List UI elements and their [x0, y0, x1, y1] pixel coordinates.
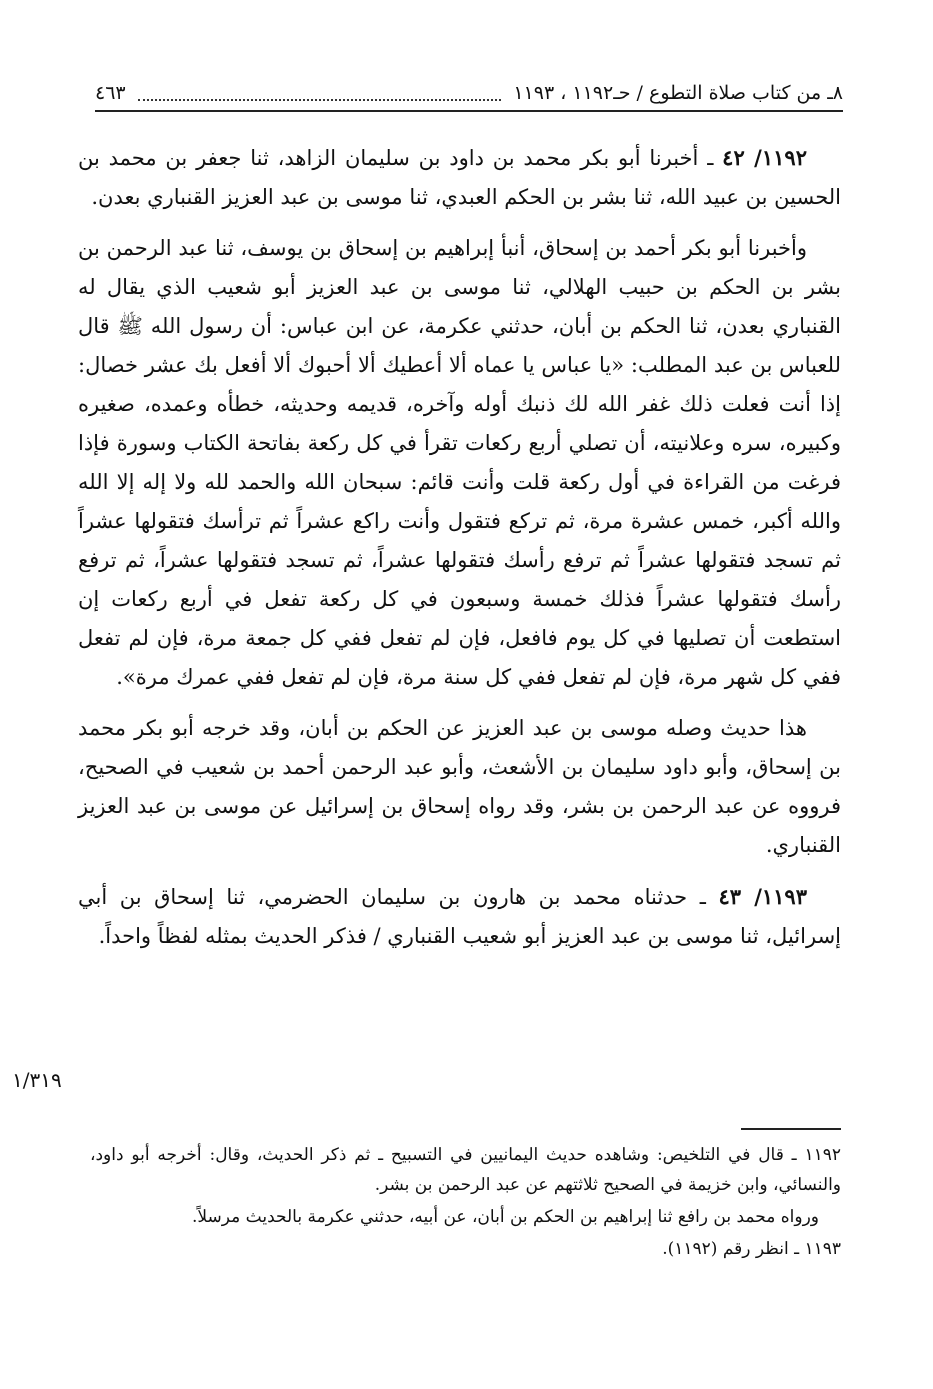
main-text	[78, 138, 841, 968]
hadith-text: ـ حدثناه محمد بن هارون بن سليمان الحضرمي، ثنا إسحاق بن أبي إسرائيل، ثنا موسى بن عبد العزيز أبو شعيب القنباري / فذكر الحديث بمثله لفظاً واحداً.	[78, 885, 841, 948]
page-number: ٤٦٣	[95, 82, 126, 104]
header-rule	[95, 110, 843, 112]
hadith-text: ـ أخبرنا أبو بكر محمد بن داود بن سليمان الزاهد، ثنا جعفر بن محمد بن الحسين بن عبيد الله، ثنا بشر بن الحكم العبدي، ثنا موسى بن عبد العزيز القنباري بعدن.	[78, 146, 841, 209]
hadith-1192-second-chain: وأخبرنا أبو بكر أحمد بن إسحاق، أنبأ إبراهيم بن إسحاق بن يوسف، ثنا عبد الرحمن بن بشر بن الحكم بن حبيب الهلالي، ثنا موسى بن عبد العزيز أبو شعيب الذي يقال له القنباري بعدن، ثنا الحكم بن أبان، حدثني عكرمة، عن ابن عباس: أن رسول الله ﷺ قال للعباس بن عبد المطلب: «يا عباس يا عماه ألا أعطيك ألا أحبوك ألا أفعل بك عشر خصال: إذا أنت فعلت ذلك غفر الله لك ذنبك أوله وآخره، قديمه وحديثه، خطأه وعمده، صغيره وكبيره، سره وعلانيته، أن تصلي أربع ركعات تقرأ في كل ركعة بفاتحة الكتاب وسورة فإذا فرغت من القراءة في أول ركعة قلت وأنت قائم: سبحان الله والحمد لله ولا إله إلا الله والله أكبر، خمس عشرة مرة، ثم تركع فتقول وأنت راكع عشراً ثم ترأسك فتقولها عشراً ثم تسجد فتقولها عشراً ثم ترفع رأسك فتقولها عشراً، ثم تسجد فتقولها عشراً، ثم ترفع رأسك فتقولها عشراً فذلك خمسة وسبعون في كل ركعة تفعل في أربع ركعات إن استطعت أن تصليها في كل يوم فافعل، فإن لم تفعل ففي كل جمعة مرة، فإن لم تفعل ففي كل شهر مرة، فإن لم تفعل ففي كل سنة مرة، فإن لم تفعل ففي عمرك مرة».	[78, 236, 841, 689]
footnote-1193: ١١٩٣ ـ انظر رقم (١١٩٢).	[662, 1239, 841, 1259]
margin-reference: ١/٣١٩	[12, 1068, 62, 1092]
hadith-number: ١١٩٢/ ٤٢	[722, 145, 807, 170]
footnotes	[90, 1140, 841, 1266]
running-header-title: ٨ـ من كتاب صلاة التطوع / حـ١١٩٢ ، ١١٩٣	[513, 82, 843, 104]
footnote-rule	[741, 1128, 841, 1130]
commentary-paragraph: هذا حديث وصله موسى بن عبد العزيز عن الحكم بن أبان، وقد خرجه أبو بكر محمد بن إسحاق، وأبو داود سليمان بن الأشعث، وأبو عبد الرحمن أحمد بن شعيب في الصحيح، فرووه عن عبد الرحمن بن بشر، وقد رواه إسحاق بن إسرائيل عن موسى بن عبد العزيز القنباري.	[78, 716, 841, 857]
header-dot-leader	[138, 85, 502, 101]
hadith-1193	[78, 877, 841, 956]
footnote-1192: ١١٩٢ ـ قال في التلخيص: وشاهده حديث اليمانيين في التسبيح ـ ثم ذكر الحديث، وقال: أخرجه أبو داود، والنسائي، وابن خزيمة في الصحيح ثلاثتهم عن عبد الرحمن بن بشر.	[90, 1145, 841, 1195]
running-header	[95, 78, 843, 108]
footnote-1192-continued: ورواه محمد بن رافع ثنا إبراهيم بن الحكم بن أبان، عن أبيه، حدثني عكرمة بالحديث مرسلاً.	[191, 1207, 819, 1227]
hadith-1192	[78, 138, 841, 217]
hadith-number: ١١٩٣/ ٤٣	[718, 884, 807, 909]
